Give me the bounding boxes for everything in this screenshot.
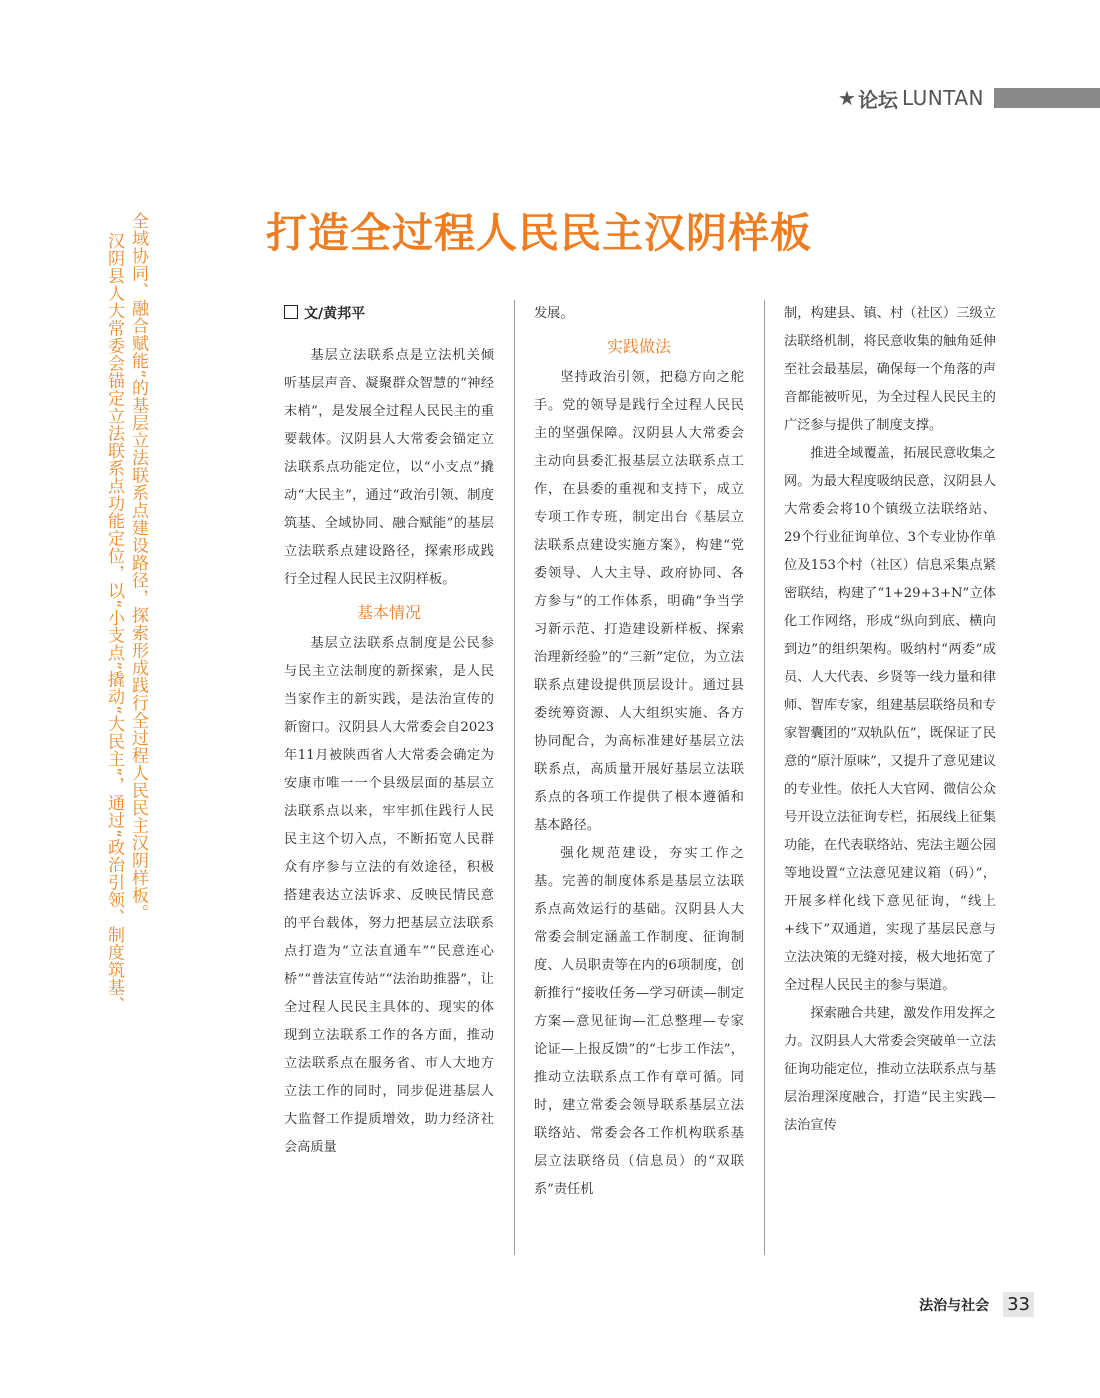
column-2	[534, 300, 744, 1204]
column-3	[784, 300, 996, 1140]
paragraph: 强化规范建设，夯实工作之基。完善的制度体系是基层立法联系点高效运行的基础。汉阴县人大常委会制定涵盖工作制度、征询制度、人员职责等在内的6项制度，创新推行“接收任务—学习研读—制定方案—意见征询—汇总整理—专家论证—上报反馈”的“七步工作法”，推动立法联系点工作有章可循。同时，建立常委会领导联系基层立法联络站、常委会各工作机构联系基层立法联络员（信息员）的“双联系”责任机	[534, 846, 744, 1197]
column-divider	[514, 300, 515, 1255]
author: 文/黄邦平	[304, 306, 366, 322]
magazine-name: 法治与社会	[919, 1297, 990, 1314]
byline	[284, 300, 494, 328]
paragraph: 基层立法联系点制度是公民参与民主立法制度的新探索，是人民当家作主的新实践，是法治宣传的新窗口。汉阴县人大常委会自2023年11月被陕西省人大常委会确定为安康市唯一一个县级层面的基层立法联系点以来，牢牢抓住践行人民民主这个切入点，不断拓宽人民群众有序参与立法的有效途径，积极搭建表达立法诉求、反映民情民意的平台载体，努力把基层立法联系点打造为“立法直通车”“民意连心桥”“普法宣传站”“法治助推器”，让全过程人民民主具体的、现实的体现到立法联系工作的各方面，推动立法联系点在服务省、市人大地方立法工作的同时，同步促进基层人大监督工作提质增效，助力经济社会高质量	[284, 636, 494, 1155]
section-heading: 基本情况	[356, 603, 421, 622]
paragraph: 发展。	[534, 306, 574, 321]
star-icon: ★	[838, 86, 856, 110]
square-icon	[284, 305, 298, 319]
section-name-zh: 论坛	[857, 87, 898, 112]
paragraph: 坚持政治引领，把稳方向之舵手。党的领导是践行全过程人民民主的坚强保障。汉阴县人大常委会主动向县委汇报基层立法联系点工作，在县委的重视和支持下，成立专项工作专班，制定出台《基层立法联系点建设实施方案》，构建“党委领导、人大主导、政府协同、各方参与”的工作体系，明确“争当学习新示范、打造建设新样板、探索治理新经验”的“三新”定位，为立法联系点建设提供顶层设计。通过县委统筹资源、人大组织实施、各方协同配合，为高标准建好基层立法联系点，高质量开展好基层立法联系点的各项工作提供了根本遵循和基本路径。	[534, 370, 744, 833]
article-title: 打造全过程人民民主汉阴样板	[266, 209, 812, 257]
summary-line-2: 汉阴县人大常委会锚定立法联系点功能定位，以“小支点”撬动“大民主”，通过“政治引领、制度筑基、	[104, 232, 124, 1014]
page-number: 33	[1003, 1292, 1034, 1317]
section-heading: 实践做法	[606, 337, 671, 356]
section-header	[838, 86, 1100, 110]
paragraph: 基层立法联系点是立法机关倾听基层声音、凝聚群众智慧的“神经末梢”，是发展全过程人民民主的重要载体。汉阴县人大常委会锚定立法联系点功能定位，以“小支点”撬动“大民主”，通过“政治引领、制度筑基、全域协同、融合赋能”的基层立法联系点建设路径，探索形成践行全过程人民民主汉阴样板。	[284, 348, 494, 587]
summary-line-1: 全域协同、融合赋能”的基层立法联系点建设路径，探索形成践行全过程人民民主汉阴样板。	[128, 212, 148, 922]
section-name-en: LUNTAN	[901, 86, 984, 110]
page-footer	[919, 1292, 1034, 1317]
paragraph: 探索融合共建，激发作用发挥之力。汉阴县人大常委会突破单一立法征询功能定位，推动立法联系点与基层治理深度融合，打造“民主实践—法治宣传	[784, 1006, 996, 1133]
column-divider	[764, 300, 765, 1255]
column-1	[284, 300, 494, 1162]
paragraph: 推进全域覆盖，拓展民意收集之网。为最大程度吸纳民意，汉阴县人大常委会将10个镇级立法联络站、29个行业征询单位、3个专业协作单位及153个村（社区）信息采集点紧密联结，构建了“1+29+3+N”立体化工作网络，形成“纵向到底、横向到边”的组织架构。吸纳村“两委”成员、人大代表、乡贤等一线力量和律师、智库专家，组建基层联络员和专家智囊团的“双轨队伍”，既保证了民意的“原汁原味”，又提升了意见建议的专业性。依托人大官网、微信公众号开设立法征询专栏，拓展线上征集功能，在代表联络站、宪法主题公园等地设置“立法意见建议箱（码）”，开展多样化线下意见征询，“线上+线下”双通道，实现了基层民意与立法决策的无缝对接，极大地拓宽了全过程人民民主的参与渠道。	[784, 446, 996, 993]
header-bar	[994, 88, 1100, 108]
paragraph: 制，构建县、镇、村（社区）三级立法联络机制，将民意收集的触角延伸至社会最基层，确保每一个角落的声音都能被听见，为全过程人民民主的广泛参与提供了制度支撑。	[784, 306, 996, 433]
